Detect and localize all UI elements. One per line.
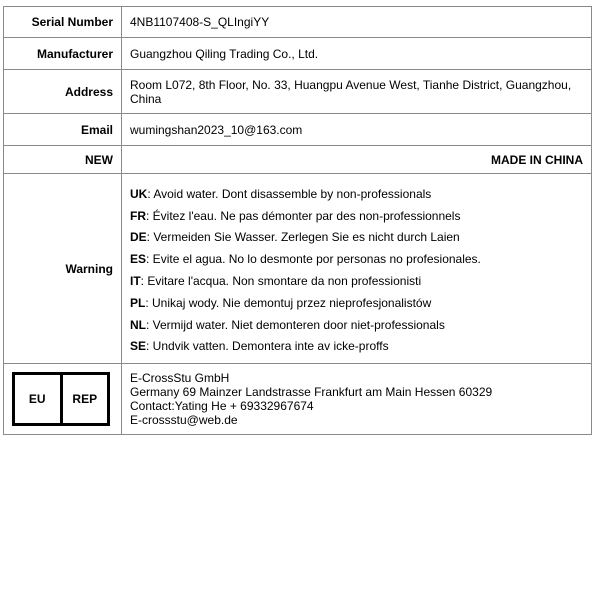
- manufacturer-row: [4, 38, 592, 70]
- eu-rep-badge-cell: [4, 364, 122, 435]
- warning-line-fr: [130, 206, 583, 228]
- warning-text: : Evitare l'acqua. Non smontare da non professionisti: [140, 274, 422, 288]
- eu-rep-row: [4, 364, 592, 435]
- warning-content: [122, 174, 592, 364]
- email-value: wumingshan2023_10@163.com: [122, 114, 592, 146]
- warning-line-nl: [130, 315, 583, 337]
- new-label: NEW: [4, 146, 122, 174]
- warning-label: Warning: [4, 174, 122, 364]
- warning-row: [4, 174, 592, 364]
- warning-code: FR: [130, 208, 146, 223]
- eu-rep-email: E-crossstu@web.de: [130, 413, 238, 427]
- address-row: [4, 70, 592, 114]
- warning-line-pl: [130, 293, 583, 315]
- manufacturer-label: Manufacturer: [4, 38, 122, 70]
- warning-line-it: [130, 271, 583, 293]
- warning-text: : Evite el agua. No lo desmonte por personas no profesionales.: [146, 252, 481, 267]
- address-value: Room L072, 8th Floor, No. 33, Huangpu Avenue West, Tianhe District, Guangzhou, China: [122, 70, 592, 114]
- new-row: [4, 146, 592, 174]
- warning-code: DE: [130, 230, 147, 245]
- warning-code: NL: [130, 317, 146, 332]
- warning-text: : Avoid water. Dont disassemble by non-professionals: [147, 186, 432, 201]
- eu-badge-text: EU: [15, 375, 63, 423]
- warning-code: UK: [130, 186, 148, 201]
- product-label-table: [3, 6, 592, 435]
- warning-text: : Unikaj wody. Nie demontuj przez nieprofesjonalistów: [145, 295, 432, 310]
- eu-rep-badge: [12, 372, 110, 426]
- serial-number-value: 4NB1107408-S_QLIngiYY: [122, 7, 592, 38]
- eu-rep-contact: Contact:Yating He + 69332967674: [130, 399, 314, 413]
- warning-text: : Undvik vatten. Demontera inte av icke-proffs: [146, 339, 389, 354]
- warning-code: IT: [130, 274, 141, 288]
- warning-text: : Vermeiden Sie Wasser. Zerlegen Sie es nicht durch Laien: [146, 230, 460, 245]
- warning-code: SE: [130, 339, 147, 354]
- serial-number-label: Serial Number: [4, 7, 122, 38]
- eu-rep-details: [122, 364, 592, 435]
- warning-line-se: [130, 336, 583, 358]
- warning-list: [130, 179, 583, 358]
- serial-number-row: [4, 7, 592, 38]
- eu-rep-address: Germany 69 Mainzer Landstrasse Frankfurt am Main Hessen 60329: [130, 385, 493, 399]
- manufacturer-value: Guangzhou Qiling Trading Co., Ltd.: [122, 38, 592, 70]
- warning-code: PL: [130, 295, 146, 310]
- warning-text: : Évitez l'eau. Ne pas démonter par des non-professionnels: [146, 208, 461, 223]
- eu-rep-company: E-CrossStu GmbH: [130, 371, 230, 385]
- email-row: [4, 114, 592, 146]
- made-in-china-text: MADE IN CHINA: [122, 146, 592, 174]
- warning-text: : Vermijd water. Niet demonteren door niet-professionals: [146, 317, 445, 332]
- email-label: Email: [4, 114, 122, 146]
- warning-code: ES: [130, 252, 147, 267]
- warning-line-de: [130, 227, 583, 249]
- warning-line-uk: [130, 184, 583, 206]
- rep-badge-text: REP: [72, 392, 98, 406]
- address-label: Address: [4, 70, 122, 114]
- warning-line-es: [130, 249, 583, 271]
